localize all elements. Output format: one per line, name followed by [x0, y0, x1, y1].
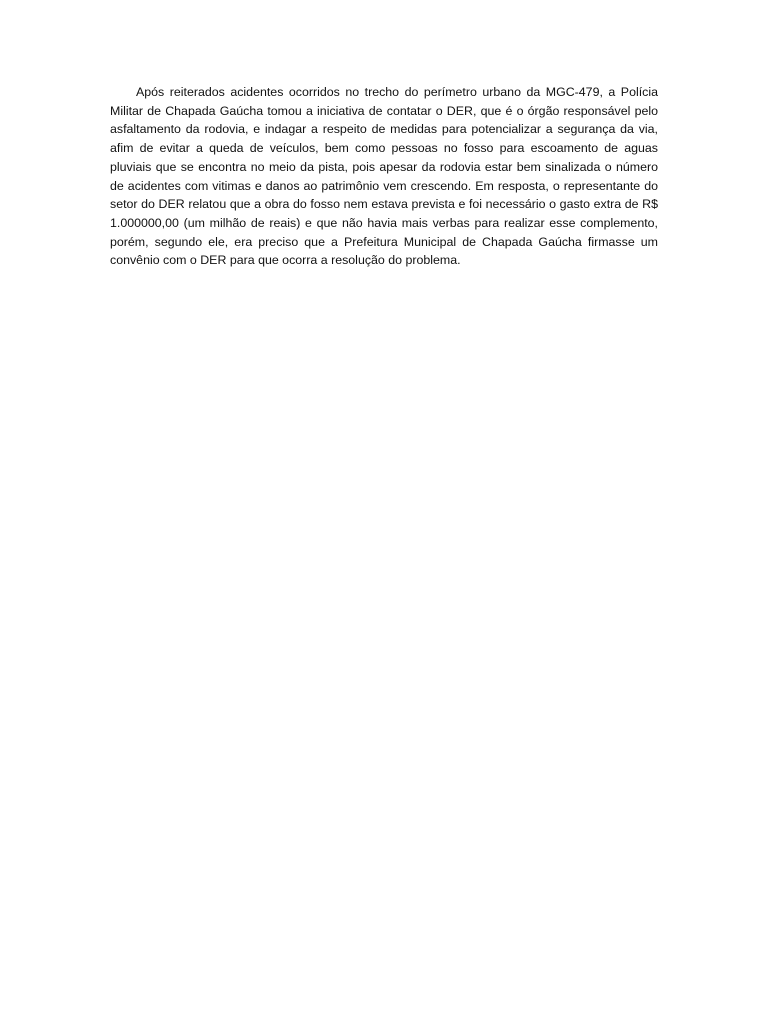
paragraph: Após reiterados acidentes ocorridos no trecho do perímetro urbano da MGC-479, a Polícia Militar de Chapada Gaúcha tomou a iniciativa de contatar o DER, que é o órgão responsável pelo asfaltamento da rodovia, e indagar a respeito de medidas para potencializar a segurança da via, afim de evitar a queda de veículos, bem como pessoas no fosso para escoamento de aguas pluviais que se encontra no meio da pista, pois apesar da rodovia estar bem sinalizada o número de acidentes com vitimas e danos ao patrimônio vem crescendo. Em resposta, o representante do setor do DER relatou que a obra do fosso nem estava prevista e foi necessário o gasto extra de R$ 1.000000,00 (um milhão de reais) e que não havia mais verbas para realizar esse complemento, porém, segundo ele, era preciso que a Prefeitura Municipal de Chapada Gaúcha firmasse um convênio com o DER para que ocorra a resolução do problema. [110, 85, 658, 268]
document-body [110, 83, 658, 270]
